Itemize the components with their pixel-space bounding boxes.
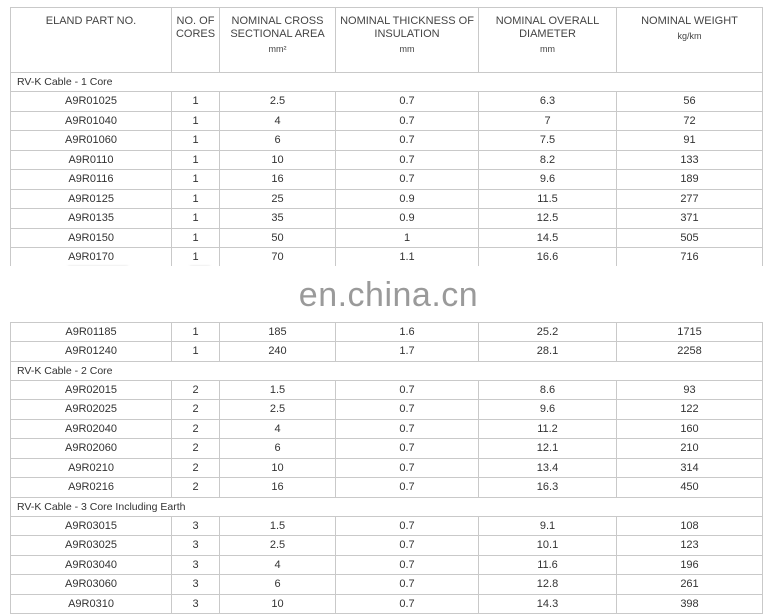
part-no-cell: A9R0150 [11, 228, 172, 248]
insulation-cell: 0.7 [336, 131, 479, 151]
cross-section-cell: 2.5 [220, 400, 336, 420]
diameter-cell: 12.5 [479, 209, 617, 229]
diameter-cell: 11.5 [479, 189, 617, 209]
cores-cell: 3 [172, 594, 220, 614]
weight-cell: 108 [617, 516, 763, 536]
table-row [11, 380, 763, 400]
table-row [11, 209, 763, 229]
weight-cell: 450 [617, 478, 763, 498]
cross-section-cell: 2.5 [220, 92, 336, 112]
header-part-no: ELAND PART NO. [11, 8, 172, 73]
weight-cell: 133 [617, 150, 763, 170]
table-row [11, 228, 763, 248]
header-weight: NOMINAL WEIGHT kg/km [617, 8, 763, 73]
table-row [11, 439, 763, 459]
diameter-cell: 9.1 [479, 516, 617, 536]
diameter-cell: 11.2 [479, 419, 617, 439]
header-diameter: NOMINAL OVERALL DIAMETER mm [479, 8, 617, 73]
header-cores: NO. OF CORES [172, 8, 220, 73]
weight-cell: 716 [617, 248, 763, 268]
insulation-cell: 0.7 [336, 478, 479, 498]
table-row [11, 575, 763, 595]
weight-cell: 91 [617, 131, 763, 151]
diameter-cell: 12.8 [479, 575, 617, 595]
section-title: RV-K Cable - 1 Core [11, 73, 763, 92]
cross-section-cell: 10 [220, 458, 336, 478]
table-row [11, 478, 763, 498]
insulation-cell: 0.7 [336, 575, 479, 595]
weight-cell: 261 [617, 575, 763, 595]
table-row [11, 111, 763, 131]
weight-cell: 160 [617, 419, 763, 439]
insulation-cell: 1.6 [336, 322, 479, 342]
weight-cell: 2258 [617, 342, 763, 362]
part-no-cell: A9R01040 [11, 111, 172, 131]
part-no-cell: A9R01060 [11, 131, 172, 151]
diameter-cell: 11.6 [479, 555, 617, 575]
header-insulation: NOMINAL THICKNESS OF INSULATION mm [336, 8, 479, 73]
part-no-cell: A9R0210 [11, 458, 172, 478]
insulation-cell: 1.7 [336, 342, 479, 362]
diameter-cell: 14.3 [479, 594, 617, 614]
weight-cell: 93 [617, 380, 763, 400]
cores-cell: 3 [172, 555, 220, 575]
table-row [11, 555, 763, 575]
cross-section-cell: 10 [220, 150, 336, 170]
cores-cell: 3 [172, 536, 220, 556]
table-row [11, 536, 763, 556]
weight-cell: 398 [617, 594, 763, 614]
table-row [11, 322, 763, 342]
cross-section-cell: 50 [220, 228, 336, 248]
cores-cell: 3 [172, 516, 220, 536]
diameter-cell: 10.1 [479, 536, 617, 556]
cores-cell: 1 [172, 342, 220, 362]
cross-section-cell: 240 [220, 342, 336, 362]
insulation-cell: 0.7 [336, 419, 479, 439]
diameter-cell: 13.4 [479, 458, 617, 478]
table-row [11, 248, 763, 268]
cross-section-cell: 6 [220, 575, 336, 595]
cores-cell: 1 [172, 111, 220, 131]
part-no-cell: A9R0135 [11, 209, 172, 229]
weight-cell: 371 [617, 209, 763, 229]
cores-cell: 1 [172, 228, 220, 248]
diameter-cell: 7 [479, 111, 617, 131]
cross-section-cell: 6 [220, 131, 336, 151]
cores-cell: 2 [172, 380, 220, 400]
table-row [11, 516, 763, 536]
table-row [11, 594, 763, 614]
weight-cell: 1715 [617, 322, 763, 342]
weight-cell: 56 [617, 92, 763, 112]
insulation-cell: 0.7 [336, 380, 479, 400]
diameter-cell: 7.5 [479, 131, 617, 151]
part-no-cell: A9R02060 [11, 439, 172, 459]
section-header-row [11, 73, 763, 92]
cross-section-cell: 16 [220, 478, 336, 498]
part-no-cell: A9R0170 [11, 248, 172, 268]
insulation-cell: 0.7 [336, 150, 479, 170]
cores-cell: 1 [172, 248, 220, 268]
part-no-cell: A9R02025 [11, 400, 172, 420]
part-no-cell: A9R0110 [11, 150, 172, 170]
table-row [11, 342, 763, 362]
table-row [11, 189, 763, 209]
table-row [11, 150, 763, 170]
part-no-cell: A9R01240 [11, 342, 172, 362]
cross-section-cell: 70 [220, 248, 336, 268]
cores-cell: 1 [172, 170, 220, 190]
cross-section-cell: 4 [220, 419, 336, 439]
part-no-cell: A9R03025 [11, 536, 172, 556]
diameter-cell: 25.2 [479, 322, 617, 342]
table-row [11, 92, 763, 112]
part-no-cell: A9R01185 [11, 322, 172, 342]
table-row [11, 170, 763, 190]
part-no-cell: A9R02015 [11, 380, 172, 400]
diameter-cell: 12.1 [479, 439, 617, 459]
cores-cell: 2 [172, 419, 220, 439]
cores-cell: 3 [172, 575, 220, 595]
section-title: RV-K Cable - 2 Core [11, 361, 763, 380]
part-no-cell: A9R0310 [11, 594, 172, 614]
insulation-cell: 0.9 [336, 209, 479, 229]
weight-cell: 189 [617, 170, 763, 190]
insulation-cell: 0.9 [336, 189, 479, 209]
cores-cell: 1 [172, 189, 220, 209]
part-no-cell: A9R01025 [11, 92, 172, 112]
cores-cell: 1 [172, 150, 220, 170]
weight-cell: 210 [617, 439, 763, 459]
insulation-cell: 0.7 [336, 439, 479, 459]
section-header-row [11, 497, 763, 516]
cross-section-cell: 16 [220, 170, 336, 190]
diameter-cell: 16.6 [479, 248, 617, 268]
cores-cell: 2 [172, 478, 220, 498]
weight-cell: 277 [617, 189, 763, 209]
table-row [11, 458, 763, 478]
cores-cell: 2 [172, 439, 220, 459]
diameter-cell: 9.6 [479, 400, 617, 420]
section-title: RV-K Cable - 3 Core Including Earth [11, 497, 763, 516]
weight-cell: 72 [617, 111, 763, 131]
insulation-cell: 0.7 [336, 516, 479, 536]
diameter-cell: 8.6 [479, 380, 617, 400]
part-no-cell: A9R0125 [11, 189, 172, 209]
insulation-cell: 1 [336, 228, 479, 248]
weight-cell: 505 [617, 228, 763, 248]
insulation-cell: 1.1 [336, 248, 479, 268]
cross-section-cell: 2.5 [220, 536, 336, 556]
insulation-cell: 0.7 [336, 400, 479, 420]
cross-section-cell: 25 [220, 189, 336, 209]
cores-cell: 1 [172, 92, 220, 112]
weight-cell: 122 [617, 400, 763, 420]
table-row [11, 131, 763, 151]
part-no-cell: A9R0116 [11, 170, 172, 190]
part-no-cell: A9R02040 [11, 419, 172, 439]
table-row [11, 419, 763, 439]
insulation-cell: 0.7 [336, 92, 479, 112]
insulation-cell: 0.7 [336, 594, 479, 614]
cores-cell: 1 [172, 131, 220, 151]
cores-cell: 2 [172, 458, 220, 478]
part-no-cell: A9R03060 [11, 575, 172, 595]
diameter-cell: 28.1 [479, 342, 617, 362]
diameter-cell: 8.2 [479, 150, 617, 170]
cross-section-cell: 1.5 [220, 516, 336, 536]
cross-section-cell: 4 [220, 555, 336, 575]
insulation-cell: 0.7 [336, 111, 479, 131]
diameter-cell: 6.3 [479, 92, 617, 112]
cross-section-cell: 6 [220, 439, 336, 459]
header-row [11, 8, 763, 73]
weight-cell: 196 [617, 555, 763, 575]
insulation-cell: 0.7 [336, 555, 479, 575]
diameter-cell: 9.6 [479, 170, 617, 190]
cross-section-cell: 185 [220, 322, 336, 342]
part-no-cell: A9R03040 [11, 555, 172, 575]
header-cross-section: NOMINAL CROSS SECTIONAL AREA mm² [220, 8, 336, 73]
diameter-cell: 14.5 [479, 228, 617, 248]
weight-cell: 314 [617, 458, 763, 478]
cores-cell: 1 [172, 322, 220, 342]
diameter-cell: 16.3 [479, 478, 617, 498]
part-no-cell: A9R0216 [11, 478, 172, 498]
insulation-cell: 0.7 [336, 458, 479, 478]
insulation-cell: 0.7 [336, 536, 479, 556]
insulation-cell: 0.7 [336, 170, 479, 190]
watermark-text: en.china.cn [298, 276, 479, 314]
cores-cell: 2 [172, 400, 220, 420]
table-row [11, 400, 763, 420]
section-header-row [11, 361, 763, 380]
cross-section-cell: 4 [220, 111, 336, 131]
cross-section-cell: 35 [220, 209, 336, 229]
part-no-cell: A9R03015 [11, 516, 172, 536]
weight-cell: 123 [617, 536, 763, 556]
cross-section-cell: 10 [220, 594, 336, 614]
cores-cell: 1 [172, 209, 220, 229]
cross-section-cell: 1.5 [220, 380, 336, 400]
